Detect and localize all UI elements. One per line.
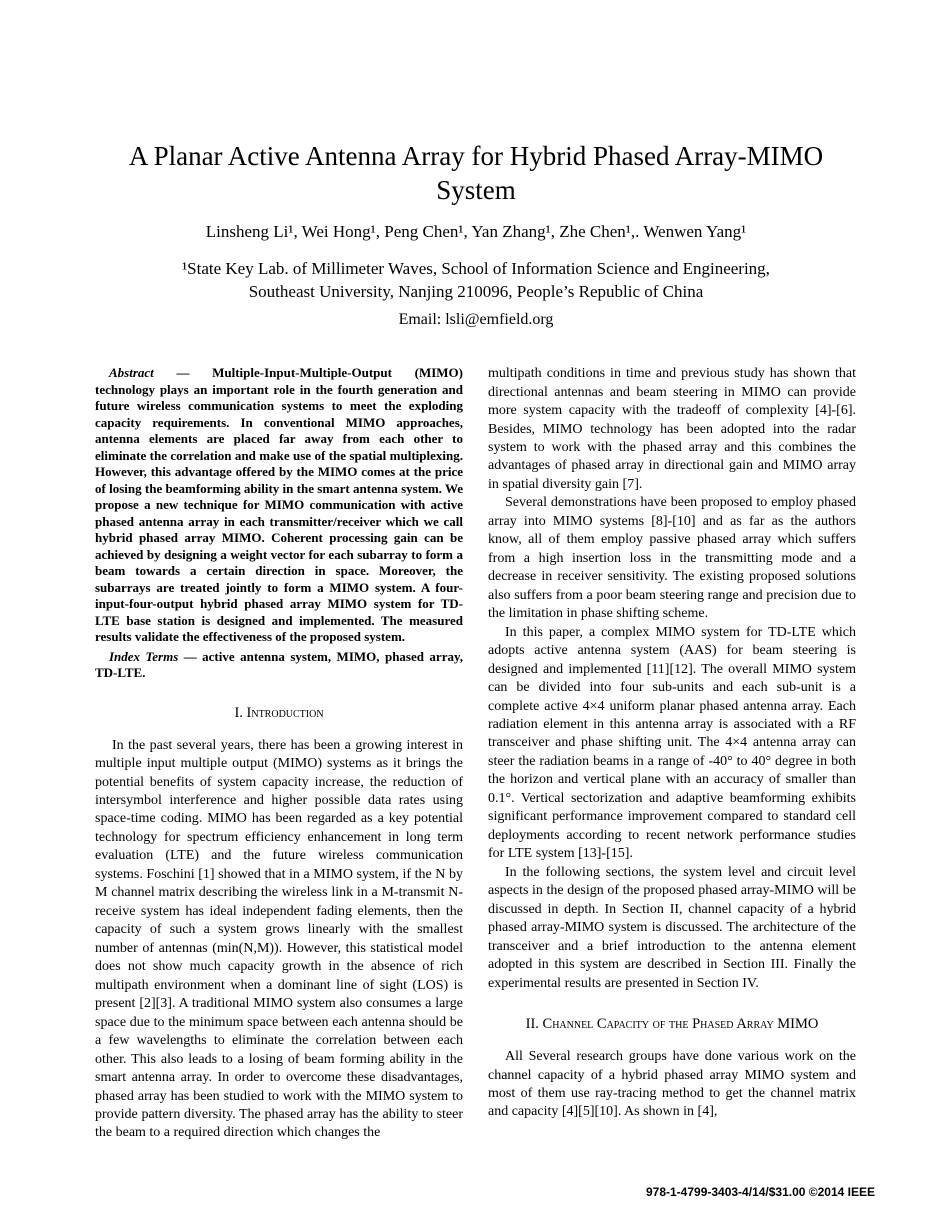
author-line: Linsheng Li¹, Wei Hong¹, Peng Chen¹, Yan Zhang¹, Zhe Chen¹,. Wenwen Yang¹ — [205, 221, 747, 241]
section-2-paragraph-1: All Several research groups have done various work on the channel capacity of a hybrid phased array MIMO system and most of them use ray-tracing method to get the channel matrix and capacity [4][5][10]. As shown in [4], — [488, 1049, 856, 1120]
section-2-heading: II. Channel Capacity of the Phased Array MIMO — [525, 1016, 819, 1033]
left-column — [95, 365, 463, 1143]
copyright-notice: 978-1-4799-3403-4/14/$31.00 ©2014 IEEE — [645, 1185, 875, 1199]
index-terms-text: active antenna system, MIMO, phased array, TD-LTE. — [95, 648, 464, 681]
two-column-body — [95, 365, 857, 1143]
abstract-separator: — — [153, 365, 213, 381]
abstract-label: Abstract — [109, 365, 154, 381]
affiliation-line-1: ¹State Key Lab. of Millimeter Waves, School of Information Science and Engineering, — [182, 258, 770, 278]
section-1-paragraph-2: Several demonstrations have been proposed to employ phased array into MIMO systems [8]-[10] and as far as the authors know, all of them employ passive phased array which suffers from a high insertion loss in the transmitting mode and a decrease in receiver sensitivity. The existing proposed solutions also suffers from a poor beam steering range and precision due to the limitation in phase shifting scheme. — [488, 495, 856, 622]
index-terms-label: Index Terms — [109, 648, 179, 664]
section-1-paragraph-4: In the following sections, the system level and circuit level aspects in the design of the proposed phased array-MIMO will be discussed in depth. In Section II, channel capacity of a hybrid phased array-MIMO system is discussed. The architecture of the transceiver and a brief introduction to the antenna element adopted in this system are described in Section III. Finally the experimental results are presented in Section IV. — [488, 864, 856, 991]
affiliation-line-2: Southeast University, Nanjing 210096, People’s Republic of China — [248, 282, 704, 302]
paper-header — [95, 140, 857, 329]
affiliation-block — [95, 257, 857, 305]
index-terms-paragraph — [95, 649, 463, 682]
right-column — [488, 365, 856, 1143]
section-1-paragraph-3: In this paper, a complex MIMO system for TD-LTE which adopts active antenna system (AAS) for beam steering is designed and implemented [11][12]. The overall MIMO system can be divided into four sub-units and each sub-unit is a complete active 4×4 uniform planar phased antenna array. Each radiation element in this antenna array is associated with a RF transceiver and phase shifting unit. The 4×4 antenna array can steer the radiation beams in a range of -40° to 40° degree in both the horizon and vertical plane with an accuracy of smaller than 0.1°. Vertical sectorization and adaptive beamforming exhibits significant performance improvement compared to standard cell deployments according to recent network performance studies for LTE system [13]-[15]. — [488, 624, 856, 862]
email-line: Email: lsli@emfield.org — [398, 311, 554, 329]
section-1-paragraph-1: In the past several years, there has been a growing interest in multiple input multiple output (MIMO) systems as it brings the potential benefits of system capacity increase, the reduction of intersymbol interference and higher possible data rates using space-time coding. MIMO has been regarded as a key potential technology for spectrum efficiency enhancement in long term evaluation (LTE) and the future wireless communication systems. Foschini [1] showed that in a MIMO system, if the N by M channel matrix describing the wireless link in a M-transmit N-receive system has ideal independent fading elements, then the capacity of such a system grows linearly with the smallest number of antennas (min(N,M)). However, this statistical model does not show much capacity growth in the absence of rich multipath environment when a dominant line of sight (LOS) is present [2][3]. A traditional MIMO system also consumes a large space due to the minimum space between each antenna should be a few wavelengths to eliminate the correlation between each other. This also leads to a losing of beam forming ability in the smart antenna array. In order to overcome these disadvantages, phased array has been studied to work with the MIMO system to provide pattern diversity. The phased array has the ability to steer the beam to a required direction which changes the — [95, 737, 463, 1141]
abstract-text: Multiple-Input-Multiple-Output (MIMO) technology plays an important role in the fourth generation and future wireless communication systems to meet the exploding capacity requirements. In conventional MIMO approaches, antenna elements are placed far away from each other to eliminate the correlation and make use of the spatial multiplexing. However, this advantage offered by the MIMO comes at the price of losing the beamforming ability in the smart antenna system. We propose a new technique for MIMO communication with active phased antenna array in each transmitter/receiver which we call hybrid phased array MIMO. Coherent processing gain can be achieved by designing a weight vector for each subarray to form a beam towards a certain direction in space. Moreover, the subarrays are treated jointly to form a MIMO system. A four-input-four-output hybrid phased array MIMO system for TD-LTE base station is designed and implemented. The measured results validate the effectiveness of the proposed system. — [95, 365, 463, 645]
abstract-paragraph — [95, 365, 463, 646]
section-1-paragraph-1-continued: multipath conditions in time and previous study has shown that directional antennas and beam steering in MIMO can provide more system capacity with the tradeoff of complexity [4]-[6]. Besides, MIMO technology has been adopted into the radar system to work with the phased array and this combines the advantages of phased array in directional gain and MIMO array in spatial diversity gain [7]. — [488, 366, 856, 492]
page-content — [95, 140, 857, 1143]
index-terms-separator: — — [178, 648, 203, 664]
paper-title: A Planar Active Antenna Array for Hybrid Phased Array-MIMO System — [128, 141, 824, 205]
section-1-heading: I. Introduction — [234, 704, 324, 721]
